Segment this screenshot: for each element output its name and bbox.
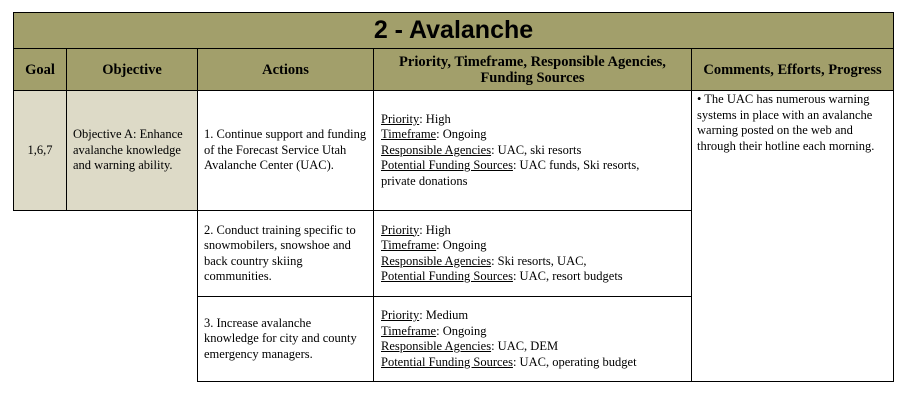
goal-cell (13, 90, 67, 211)
action-cell-2 (197, 210, 374, 297)
comments-text: • The UAC has numerous warning systems in place with an avalanche warning posted on the web and through their hotline each morning. (697, 92, 875, 153)
header-priority: Priority, Timeframe, Responsible Agencies, Funding Sources (373, 48, 692, 91)
timeframe-value: : Ongoing (436, 323, 487, 338)
responsible-label: Responsible Agencies (381, 142, 492, 157)
funding-value: : UAC, resort budgets (512, 269, 623, 283)
timeframe-label: Timeframe (381, 323, 437, 338)
priority-value: : High (419, 111, 451, 126)
funding-value: : UAC, operating budget (512, 354, 637, 369)
goal-value: 1,6,7 (27, 142, 53, 157)
priority-label: Priority (381, 111, 420, 126)
responsible-value: : UAC, DEM (491, 339, 559, 353)
header-goal: Goal (13, 48, 67, 91)
table-title: 2 - Avalanche (13, 12, 894, 49)
priority-label: Priority (381, 222, 420, 237)
priority-cell-2 (373, 210, 692, 297)
header-objective: Objective (66, 48, 198, 91)
funding-label: Potential Funding Sources (381, 354, 513, 369)
priority-value: : High (419, 222, 451, 237)
priority-cell-3 (373, 296, 692, 382)
objective-text: Objective A: Enhance avalanche knowledge and warning ability. (73, 127, 183, 173)
responsible-value: : Ski resorts, UAC, (491, 253, 587, 268)
timeframe-label: Timeframe (381, 127, 437, 142)
priority-value: : Medium (419, 308, 469, 322)
funding-label: Potential Funding Sources (381, 269, 513, 283)
comments-cell (691, 90, 894, 382)
action-text: 2. Conduct training specific to snowmobilers, snowshoe and back country skiing communities. (204, 222, 356, 283)
responsible-label: Responsible Agencies (381, 339, 492, 353)
responsible-value: : UAC, ski resorts (491, 142, 582, 157)
action-cell-3 (197, 296, 374, 382)
mitigation-table (13, 12, 894, 382)
priority-cell-1 (373, 90, 692, 211)
funding-label: Potential Funding Sources (381, 158, 513, 173)
responsible-label: Responsible Agencies (381, 253, 492, 268)
action-text: 1. Continue support and funding of the Forecast Service Utah Avalanche Center (UAC). (204, 127, 367, 173)
priority-label: Priority (381, 308, 420, 322)
timeframe-label: Timeframe (381, 238, 437, 252)
objective-cell (66, 90, 198, 211)
action-text: 3. Increase avalanche knowledge for city and county emergency managers. (204, 315, 357, 361)
funding-value: : UAC funds, Ski resorts, private donations (381, 158, 640, 188)
header-comments: Comments, Efforts, Progress (691, 48, 894, 91)
timeframe-value: : Ongoing (436, 238, 487, 252)
timeframe-value: : Ongoing (436, 127, 487, 142)
action-cell-1 (197, 90, 374, 211)
header-actions: Actions (197, 48, 374, 91)
